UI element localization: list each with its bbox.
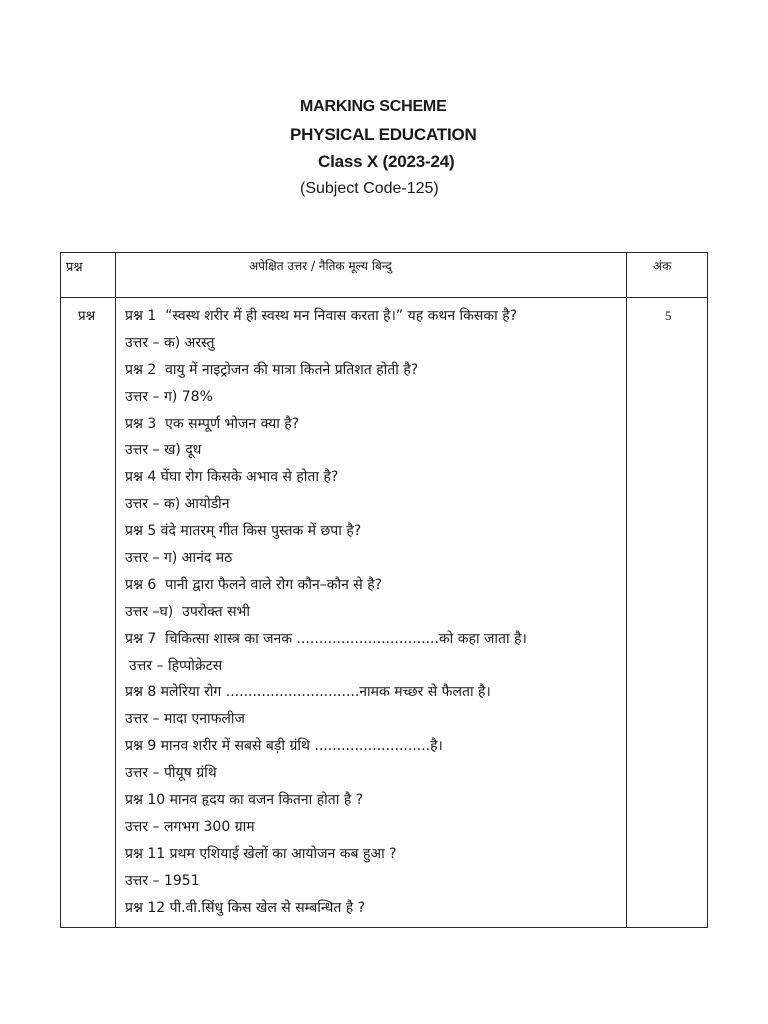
answer-line: उत्तर – 1951 bbox=[125, 872, 200, 889]
row-label: प्रश्न bbox=[78, 308, 96, 324]
answer-line: उत्तर – ख) दूध bbox=[125, 442, 202, 459]
header-marks-label: अंक bbox=[653, 259, 672, 273]
question-line: प्रश्न 2 वायु में नाइट्रोजन की मात्रा कितने प्रतिशत होती है? bbox=[125, 361, 419, 378]
header-answer-label: अपेक्षित उत्तर / नैतिक मूल्य बिन्दु bbox=[249, 259, 392, 273]
question-line: प्रश्न 10 मानव हृदय का वजन कितना होता है ? bbox=[125, 792, 364, 809]
body-cell-marks bbox=[627, 298, 707, 927]
answer-line: उत्तर –घ) उपरोक्त सभी bbox=[125, 603, 251, 620]
question-line: प्रश्न 1 “स्वस्थ शरीर में ही स्वस्थ मन निवास करता है।” यह कथन किसका है? bbox=[125, 308, 518, 324]
document-title: MARKING SCHEME bbox=[300, 98, 447, 115]
header-question-label: प्रश्न bbox=[66, 260, 83, 275]
header-cell-question bbox=[61, 253, 116, 298]
body-cell-answers bbox=[116, 298, 627, 927]
answer-line: उत्तर – लगभग 300 ग्राम bbox=[125, 818, 255, 835]
subject-code: (Subject Code-125) bbox=[300, 180, 439, 197]
question-line: प्रश्न 4 घेंघा रोग किसके अभाव से होता है? bbox=[125, 469, 339, 486]
question-line: प्रश्न 12 पी.वी.सिंधु किस खेल से सम्बन्धित है ? bbox=[125, 899, 366, 916]
answer-line: उत्तर – ग) 78% bbox=[125, 388, 213, 405]
question-line: प्रश्न 8 मलेरिया रोग ..............................नामक मच्छर से फैलता है। bbox=[125, 684, 491, 701]
question-line: प्रश्न 11 प्रथम एशियाई खेलों का आयोजन कब हुआ ? bbox=[125, 845, 397, 862]
marks-value: 5 bbox=[665, 308, 672, 323]
question-line: प्रश्न 7 चिकित्सा शास्त्र का जनक ................................को कहा जाता है। bbox=[125, 630, 527, 647]
answer-line: उत्तर – क) आयोडीन bbox=[125, 496, 230, 513]
header-cell-answer bbox=[116, 253, 627, 298]
answer-line: उत्तर – पीयूष ग्रंथि bbox=[125, 765, 217, 782]
answer-line: उत्तर – क) अरस्तु bbox=[125, 334, 215, 351]
question-line: प्रश्न 6 पानी द्वारा फैलने वाले रोग कौन–कौन से है? bbox=[125, 576, 383, 593]
header-cell-marks bbox=[627, 253, 707, 298]
body-cell-question bbox=[61, 298, 116, 927]
question-line: प्रश्न 5 वंदे मातरम् गीत किस पुस्तक में छपा है? bbox=[125, 523, 362, 540]
answer-line: उत्तर – मादा एनाफलीज bbox=[125, 711, 245, 728]
marking-table bbox=[60, 252, 708, 928]
question-line: प्रश्न 9 मानव शरीर में सबसे बड़ी ग्रंथि ..........................है। bbox=[125, 738, 443, 755]
answer-line: उत्तर – ग) आनंद मठ bbox=[125, 550, 233, 567]
subject-title: PHYSICAL EDUCATION bbox=[290, 125, 477, 144]
question-line: प्रश्न 3 एक सम्पूर्ण भोजन क्या है? bbox=[125, 415, 300, 432]
class-title: Class X (2023-24) bbox=[318, 152, 455, 171]
answer-line: उत्तर – हिप्पोक्रेटस bbox=[129, 657, 223, 674]
